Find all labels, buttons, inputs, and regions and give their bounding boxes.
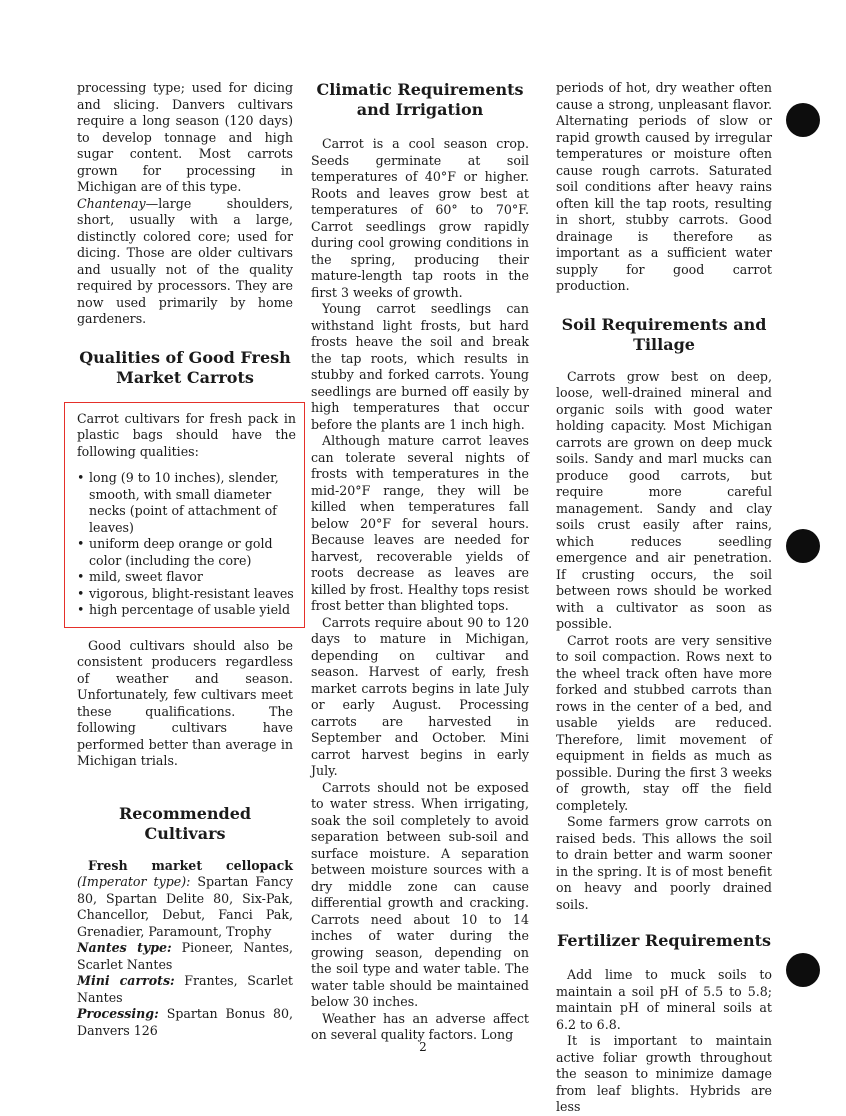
heading-fertilizer: Fertilizer Requirements <box>556 931 772 950</box>
term-description: —large shoulders, short, usually with a large, distinctly colored core; used for dicing. Those are older cultivars and usually not of the quality required by processors. They are now used primarily by home gardeners. <box>77 195 293 326</box>
cultivar-label: Fresh market cellopack <box>88 857 293 873</box>
cultivar-label: Nantes type: <box>77 940 172 955</box>
paragraph: Weather has an adverse affect on several quality factors. Long <box>311 1010 529 1042</box>
qualities-box <box>64 402 305 628</box>
term-chantenay: Chantenay <box>77 195 146 211</box>
binder-hole <box>786 103 820 137</box>
paragraph <box>77 196 293 328</box>
paragraph: Carrots grow best on deep, loose, well-drained mineral and organic soils with good water holding capacity. Most Michigan carrots are grown on deep muck soils. Sandy and marl mucks can produce good carrots, but require more careful management. Sandy and clay soils crust easily after rains, which reduces seedling emergence and air penetration. If crusting occurs, the soil between rows should be worked with a cultivator as soon as possible. <box>556 368 772 631</box>
paragraph: Some farmers grow carrots on raised beds. This allows the soil to drain better and warm sooner in the spring. It is of most benefit on heavy and poorly drained soils. <box>556 814 772 912</box>
heading-qualities: Qualities of Good Fresh Market Carrots <box>79 347 291 387</box>
list-item: • long (9 to 10 inches), slender, smooth, with small diameter necks (point of attachment of leaves) <box>77 470 296 536</box>
cultivar-entry <box>77 940 293 973</box>
paragraph: Although mature carrot leaves can tolerate several nights of frosts with temperatures in the mid-20°F range, they will be killed when temperatures fall below 20°F for several hours. Because leaves are needed for harvest, recoverable yields of roots decrease as leaves are killed by frost. Healthy tops resist frost better than blighted tops. <box>311 433 529 613</box>
binder-hole <box>786 529 820 563</box>
binder-hole <box>786 953 820 987</box>
cultivar-entry <box>77 973 293 1006</box>
cultivar-list <box>77 858 293 1040</box>
paragraph: Carrot roots are very sensitive to soil compaction. Rows next to the wheel track often have more forked and stubbed carrots than rows in the center of a bed, and usable yields are reduced. Therefore, limit movement of equipment in fields as much as possible. During the first 3 weeks of growth, stay off the field completely. <box>556 632 772 813</box>
paragraph: Add lime to muck soils to maintain a soil pH of 5.5 to 5.8; maintain pH of mineral soils at 6.2 to 6.8. <box>556 967 772 1032</box>
paragraph: It is important to maintain active foliar growth throughout the season to minimize damage from leaf blights. Hybrids are less <box>556 1033 772 1114</box>
page-number: 2 <box>419 1040 427 1054</box>
qualities-list <box>77 470 296 619</box>
column-1 <box>77 80 296 1039</box>
paragraph: processing type; used for dicing and slicing. Danvers cultivars require a long season (120 days) to develop tonnage and high sugar content. Most carrots grown for processing in Michigan are of this type. <box>77 80 293 194</box>
heading-recommended: Recommended Cultivars <box>118 803 252 843</box>
cultivar-names: Spartan Fancy 80, Spartan Delite 80, Six-Pak, Chancellor, Debut, Fanci Pak, Grenadier, Paramount, Trophy <box>77 874 293 939</box>
cultivar-names: Frantes, Scarlet Nantes <box>77 973 293 1005</box>
paragraph: Carrots should not be exposed to water stress. When irrigating, soak the soil completely to avoid separation between sub-soil and surface moisture. A separation between moisture sources with a dry middle zone can cause differential growth and cracking. Carrots need about 10 to 14 inches of water during the growing season, depending on the soil type and water table. The water table should be maintained below 30 inches. <box>311 779 529 1009</box>
cultivar-label: Mini carrots: <box>77 973 175 988</box>
list-item: • mild, sweet flavor <box>77 569 296 586</box>
cultivar-label: Processing: <box>77 1006 159 1021</box>
cultivar-sublabel: (Imperator type): <box>77 874 191 889</box>
column-2 <box>311 80 529 1044</box>
cultivar-names: Pioneer, Nantes, Scarlet Nantes <box>77 940 293 972</box>
cultivar-entry <box>77 1006 293 1039</box>
cultivar-names: Spartan Bonus 80, Danvers 126 <box>77 1006 293 1038</box>
paragraph: Carrots require about 90 to 120 days to mature in Michigan, depending on cultivar and season. Harvest of early, fresh market carrots begins in late July or early August. Processing carrots are harvested in September and October. Mini carrot harvest begins in early July. <box>311 614 529 778</box>
paragraph: Good cultivars should also be consistent producers regardless of weather and season. Unfortunately, few cultivars meet these qualifications. The following cultivars have performed better than average in Michigan trials. <box>77 637 293 768</box>
paragraph: periods of hot, dry weather often cause a strong, unpleasant flavor. Alternating periods of slow or rapid growth caused by irregular temperatures or moisture often cause rough carrots. Saturated soil conditions after heavy rains often kill the tap roots, resulting in short, stubby carrots. Good drainage is therefore as important as a sufficient water supply for good carrot production. <box>556 80 772 293</box>
list-item: • vigorous, blight-resistant leaves <box>77 586 296 603</box>
list-item: • uniform deep orange or gold color (including the core) <box>77 536 296 569</box>
paragraph: Young carrot seedlings can withstand light frosts, but hard frosts heave the soil and break the tap roots, which results in stubby and forked carrots. Young seedlings are burned off easily by high temperatures that occur before the plants are 1 inch high. <box>311 301 529 432</box>
box-intro: Carrot cultivars for fresh pack in plastic bags should have the following qualities: <box>77 410 296 459</box>
cultivar-entry <box>77 858 293 941</box>
paragraph: Carrot is a cool season crop. Seeds germinate at soil temperatures of 40°F or higher. Roots and leaves grow best at temperatures of 60° to 70°F. Carrot seedlings grow rapidly during cool growing conditions in the spring, producing their mature-length tap roots in the first 3 weeks of growth. <box>311 136 529 300</box>
heading-climatic: Climatic Requirements and Irrigation <box>316 80 524 119</box>
heading-soil: Soil Requirements and Tillage <box>561 314 767 354</box>
column-3 <box>556 80 772 1116</box>
list-item: • high percentage of usable yield <box>77 602 296 619</box>
